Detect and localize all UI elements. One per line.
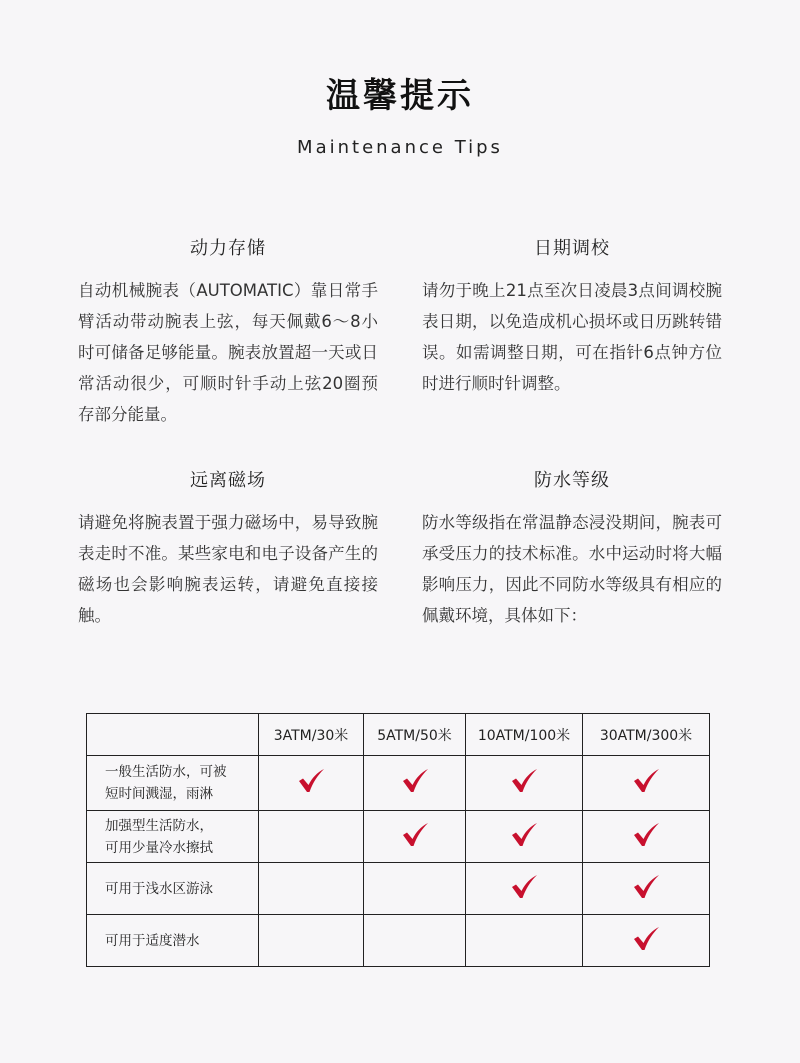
row-label-line: 短时间溅湿，雨淋 — [105, 786, 213, 802]
table-row — [87, 756, 710, 811]
row-label — [87, 756, 259, 811]
section-title: 日期调校 — [534, 238, 610, 259]
checkmark-icon — [297, 768, 325, 794]
table-cell — [466, 811, 583, 863]
table-cell — [364, 811, 466, 863]
table-header-3atm: 3ATM/30米 — [259, 714, 364, 756]
row-label — [87, 915, 259, 967]
row-label-line: 加强型生活防水， — [105, 817, 213, 834]
section-body: 防水等级指在常温静态浸没期间，腕表可承受压力的技术标准。水中运动时将大幅影响压力，因此不同防水等级具有相应的佩戴环境，具体如下： — [422, 513, 722, 625]
checkmark-icon — [401, 822, 429, 848]
table-header-30atm: 30ATM/300米 — [583, 714, 710, 756]
page-subtitle: Maintenance Tips — [297, 137, 503, 158]
table-cell — [583, 756, 710, 811]
table-row — [87, 863, 710, 915]
checkmark-icon — [510, 874, 538, 900]
row-label-line: 可用于浅水区游泳 — [105, 880, 213, 897]
section-title: 防水等级 — [534, 470, 610, 491]
table-cell — [364, 915, 466, 967]
table-header-empty — [87, 714, 259, 756]
section-title: 远离磁场 — [190, 470, 266, 491]
row-label-line: 可用少量冷水擦拭 — [105, 839, 213, 856]
checkmark-icon — [632, 874, 660, 900]
table-cell — [583, 915, 710, 967]
checkmark-icon — [632, 822, 660, 848]
table-cell — [259, 915, 364, 967]
table-cell — [259, 756, 364, 811]
table-header-5atm: 5ATM/50米 — [364, 714, 466, 756]
section-title: 动力存储 — [190, 238, 266, 259]
section-magnetic-field — [78, 466, 378, 631]
section-body: 请避免将腕表置于强力磁场中，易导致腕表走时不准。某些家电和电子设备产生的磁场也会影响腕表运转，请避免直接接触。 — [78, 513, 378, 625]
table-header-10atm: 10ATM/100米 — [466, 714, 583, 756]
table-cell — [466, 915, 583, 967]
row-label — [87, 811, 259, 863]
checkmark-icon — [510, 768, 538, 794]
row-label-line: 可用于适度潜水 — [105, 932, 200, 949]
table-row — [87, 915, 710, 967]
table-cell — [583, 863, 710, 915]
checkmark-icon — [510, 822, 538, 848]
section-date-setting — [422, 234, 722, 399]
table-cell — [466, 863, 583, 915]
table-cell — [364, 756, 466, 811]
table-cell — [466, 756, 583, 811]
table-cell — [259, 863, 364, 915]
table-cell — [259, 811, 364, 863]
checkmark-icon — [401, 768, 429, 794]
table-row — [87, 811, 710, 863]
checkmark-icon — [632, 926, 660, 952]
table-header-row — [87, 714, 710, 756]
section-power-reserve — [78, 234, 378, 430]
water-resistance-table — [86, 713, 710, 967]
page-title: 温馨提示 — [326, 76, 474, 116]
table-cell — [583, 811, 710, 863]
row-label-line: 一般生活防水，可被 — [105, 764, 227, 780]
section-water-resistance — [422, 466, 722, 631]
table-cell — [364, 863, 466, 915]
section-body: 自动机械腕表（AUTOMATIC）靠日常手臂活动带动腕表上弦，每天佩戴6～8小时可储备足够能量。腕表放置超一天或日常活动很少，可顺时针手动上弦20圈预存部分能量。 — [78, 281, 378, 424]
section-body: 请勿于晚上21点至次日凌晨3点间调校腕表日期，以免造成机心损坏或日历跳转错误。如需调整日期，可在指针6点钟方位时进行顺时针调整。 — [422, 281, 722, 393]
checkmark-icon — [632, 768, 660, 794]
row-label — [87, 863, 259, 915]
